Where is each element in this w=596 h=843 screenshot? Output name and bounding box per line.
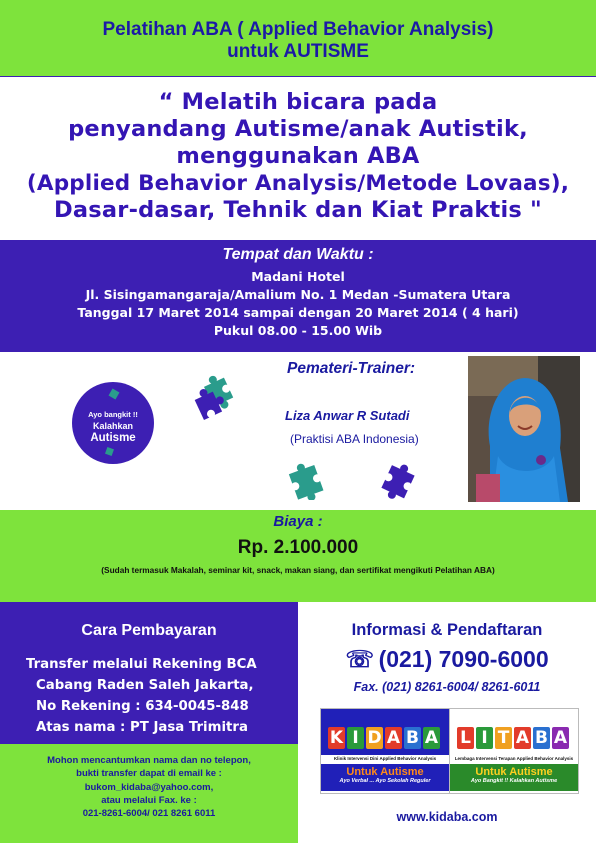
website-link[interactable]: www.kidaba.com [396,810,498,824]
payment-heading: Cara Pembayaran [81,622,217,639]
venue-section [0,240,596,352]
note-fax: 021-8261-6004/ 021 8261 6011 [82,808,216,820]
trainer-photo [468,356,580,502]
trainer-section [0,352,596,510]
puzzle-pieces-icon [190,374,246,422]
quote-line: penyandang Autisme/anak Autistik, [68,116,528,142]
payment-line: No Rekening : 634-0045-848 [36,699,249,714]
price-heading: Biaya : [273,513,323,530]
quote-line: “ Melatih bicara pada [158,89,438,115]
puzzle-icon [109,389,120,400]
note-line: Mohon mencantumkan nama dan no telepon, [47,755,251,766]
transfer-note [0,744,298,843]
badge-line-1: Ayo bangkit !! [88,410,138,419]
venue-line: Jl. Sisingamangaraja/Amalium No. 1 Medan -Sumatera Utara [85,287,511,302]
litaba-logo: L I T A B A Lembaga Intervensi Terapan Applied Behavior Analysis Untuk Autisme Ayo Bangkit !! Kalahkan Autisme [449,708,579,794]
kidaba-logo: K I D A B A Klinik Intervensi Dini Applied Behavior Analysis Untuk Autisme Ayo Verbal ... Ayo Sekolah Reguler [320,708,450,794]
quote-section [0,77,596,240]
trainer-heading: Pemateri-Trainer: [287,360,416,377]
title-line-1: Pelatihan ABA ( Applied Behavior Analysis) [102,19,494,40]
payment-line: Atas nama : PT Jasa Trimitra [36,720,248,735]
price-section [0,510,596,602]
header-banner [0,0,596,77]
badge-line-2: Kalahkan [92,421,134,431]
note-line: atau melalui Fax. ke : [101,794,197,806]
info-section [298,602,596,843]
info-heading: Informasi & Pendaftaran [351,621,543,639]
quote-line: (Applied Behavior Analysis/Metode Lovaas), [26,171,570,196]
note-line: bukti transfer dapat di email ke : [76,768,222,780]
trainer-name: Liza Anwar R Sutadi [285,408,410,423]
puzzle-icon [105,447,114,456]
payment-line: Cabang Raden Saleh Jakarta, [36,678,254,693]
phone-icon: ☏ [345,646,375,672]
venue-heading: Tempat dan Waktu : [222,246,374,263]
venue-line: Madani Hotel [251,269,345,284]
payment-section [0,602,298,744]
price-amount: Rp. 2.100.000 [237,537,359,558]
autism-badge [72,382,154,464]
price-note: (Sudah termasuk Makalah, seminar kit, snack, makan siang, dan sertifikat mengikuti Pelatihan ABA) [101,565,495,575]
venue-line: Tanggal 17 Maret 2014 sampai dengan 20 Maret 2014 ( 4 hari) [77,305,519,320]
puzzle-piece-purple-icon [380,462,420,500]
title-line-2: untuk AUTISME [227,41,369,62]
note-email: bukom_kidaba@yahoo.com, [84,781,214,793]
puzzle-piece-teal-icon [286,460,330,500]
phone-number[interactable]: (021) 7090-6000 [378,646,549,672]
quote-line: Dasar-dasar, Tehnik dan Kiat Praktis " [54,197,542,223]
fax-number: Fax. (021) 8261-6004/ 8261-6011 [353,680,541,694]
quote-line: menggunakan ABA [176,143,420,169]
payment-line: Transfer melalui Rekening BCA [26,657,257,672]
trainer-role: (Praktisi ABA Indonesia) [290,432,419,446]
badge-line-3: Autisme [90,432,136,444]
venue-line: Pukul 08.00 - 15.00 Wib [213,323,383,338]
